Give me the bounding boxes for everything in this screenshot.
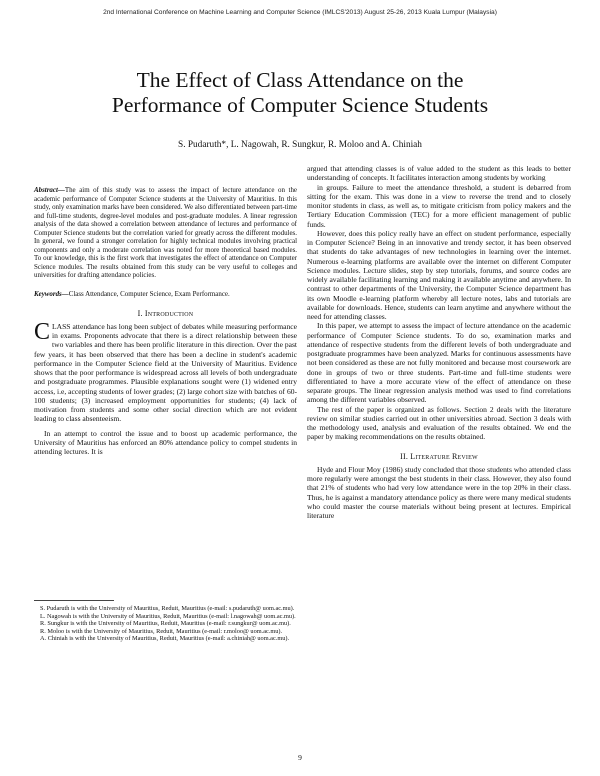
footnote-item: L. Nagowah is with the University of Mauritius, Reduit, Mauritius (e-mail: l.nagowah@ uom.ac.mu). [40,612,296,620]
paper-title [40,68,560,118]
right-paragraph-3: However, does this policy really have an effect on student performance, especially in Computer Science? Being in an innovative and trendy sector, it has been observed that students do take advantages of new technologies in learning over the internet. Numerous e-learning platforms are available over the internet on different Computer Science modules. Lecture slides, step by step tutorials, forums, and source codes are widely available facilitating learning and making it available anytime and anywhere. In contrast to other departments of the University, the Computer Science department has its own Moodle e-learning platform whereby all lecture notes, labs and tutorials are available for downloads. Hence, students can learn anytime and anywhere without the need for attending classes. [307,228,571,321]
footnote-item: S. Pudaruth is with the University of Mauritius, Reduit, Mauritius (e-mail: s.pudaruth@ uom.ac.mu). [40,605,295,612]
literature-paragraph-1: Hyde and Flour Moy (1986) study concluded that those students who attended class more regularly were amongst the best students in their class. However, they also found that 21% of students who had very low attendance were in the top 20% in their class. Thus, he is against a mandatory attendance policy as there were many medical students who could master the course materials without being present at lectures. Empirical literature [307,464,571,520]
abstract-label: Abstract— [34,186,65,194]
abstract [34,186,297,280]
keywords-text: Class Attendance, Computer Science, Exam Performance. [68,290,230,299]
keywords [34,290,297,299]
intro-paragraph-1 [34,318,297,424]
section-heading-literature-review: II. Literature Review [400,451,478,461]
footnote-item: R. Sungkur is with the University of Mauritius, Reduit, Mauritius (e-mail: r.sungkur@ uom.ac.mu). [40,620,291,628]
title-line-2: Performance of Computer Science Students [111,93,489,117]
right-paragraph-4: In this paper, we attempt to assess the impact of lecture attendance on the academic performance of Computer Science students. To do so, examination marks and attendance of respective students from the different levels of both undergraduate and postgraduate programmes have been analyzed. Marks for continuous assessments have not been considered as these are not fully monitored and because most coursework are done in groups of two or three students. Part-time and full-time students were differentiated to have a more accurate view of the effect of attendance on these separate groups. The linear regression analysis method was used to find correlations among the different variables observed. [307,321,571,405]
title-line-1: The Effect of Class Attendance on the [136,68,464,92]
right-paragraph-1: argued that attending classes is of value added to the student as this leads to better understanding of concepts. It facilitates interaction among students by working [307,164,571,183]
right-paragraph-2: in groups. Failure to meet the attendance threshold, a student is debarred from sitting for the exam. This was done in a view to reverse the trend and to closely monitor students in class, as well as, to mitigate criticism from policy makers and the Tertiary Education Commission (TEC) for a more efficient management of public funds. [307,182,571,229]
conference-header: 2nd International Conference on Machine Learning and Computer Science (IMLCS'2013) August 25-26, 2013 Kuala Lumpur (Malaysia) [103,9,497,16]
page-number: 9 [298,753,302,762]
left-column [34,186,297,456]
section-heading-introduction: I. Introduction [137,308,194,318]
author-footnotes [34,600,297,643]
authors: S. Pudaruth*, L. Nagowah, R. Sungkur, R. Moloo and A. Chiniah [178,140,422,150]
footnote-item: A. Chiniah is with the University of Mauritius, Reduit, Mauritius (e-mail: a.chiniah@ uom.ac.mu). [40,635,290,643]
keywords-label: Keywords— [34,290,69,299]
footnote-rule [34,600,114,601]
drop-cap: C [34,318,51,345]
right-column [307,164,571,520]
intro-paragraph-1-text: LASS attendance has long been subject of debates while measuring performance in exams. Proponents advocate that there is a direct relationship between these two variables and there has been prolific literature in this direction. Over the past few years, it has been observed that there has been a decline in student's academic performance in the Computer Science field at the University of Mauritius. Evidence shows that the poor performance is widespread across all levels of both undergraduate and postgraduate programmes. Plausible explanations sought were (1) widened entry access, i.e, accepting students of lower grades; (2) large cohort size with batches of 60-100 students; (3) increased employment opportunities for students; (4) lack of motivation from students and some other social direction which are not evident leading to class absenteeism. [34,321,297,424]
abstract-text: The aim of this study was to assess the impact of lecture attendance on the academic performance of Computer Science students at the University of Mauritius. In this study, only examination marks have been considered. We also differentiated between part-time and full-time students, degree-level modules and post-graduate modules. A linear regression analysis of the data showed a correlation between attendance of lectures and performance of Computer Science students but the correlation varied for greatly across the different modules. In general, we found a stronger correlation for highly technical modules involving practical components and only a moderate correlation was noted for more theoretical based modules. To our knowledge, this is the first work that investigates the effect of attendance on Computer Science modules. The results obtained from this study can be very useful to colleges and universities for drafting attendance policies. [34,186,297,280]
footnote-item: R. Moloo is with the University of Mauritius, Reduit, Mauritius (e-mail: r.moloo@ uom.ac.mu). [40,627,283,635]
right-paragraph-5: The rest of the paper is organized as follows. Section 2 deals with the literature review on similar studies carried out in other universities abroad. Section 3 deals with the methodology used, analysis and evaluation of the results obtained. We end the paper by making recommendations on the results obtained. [307,404,571,442]
intro-paragraph-2: In an attempt to control the issue and to boost up academic performance, the University of Mauritius has enforced an 80% attendance policy to compel students in attending lectures. It is [34,428,297,457]
